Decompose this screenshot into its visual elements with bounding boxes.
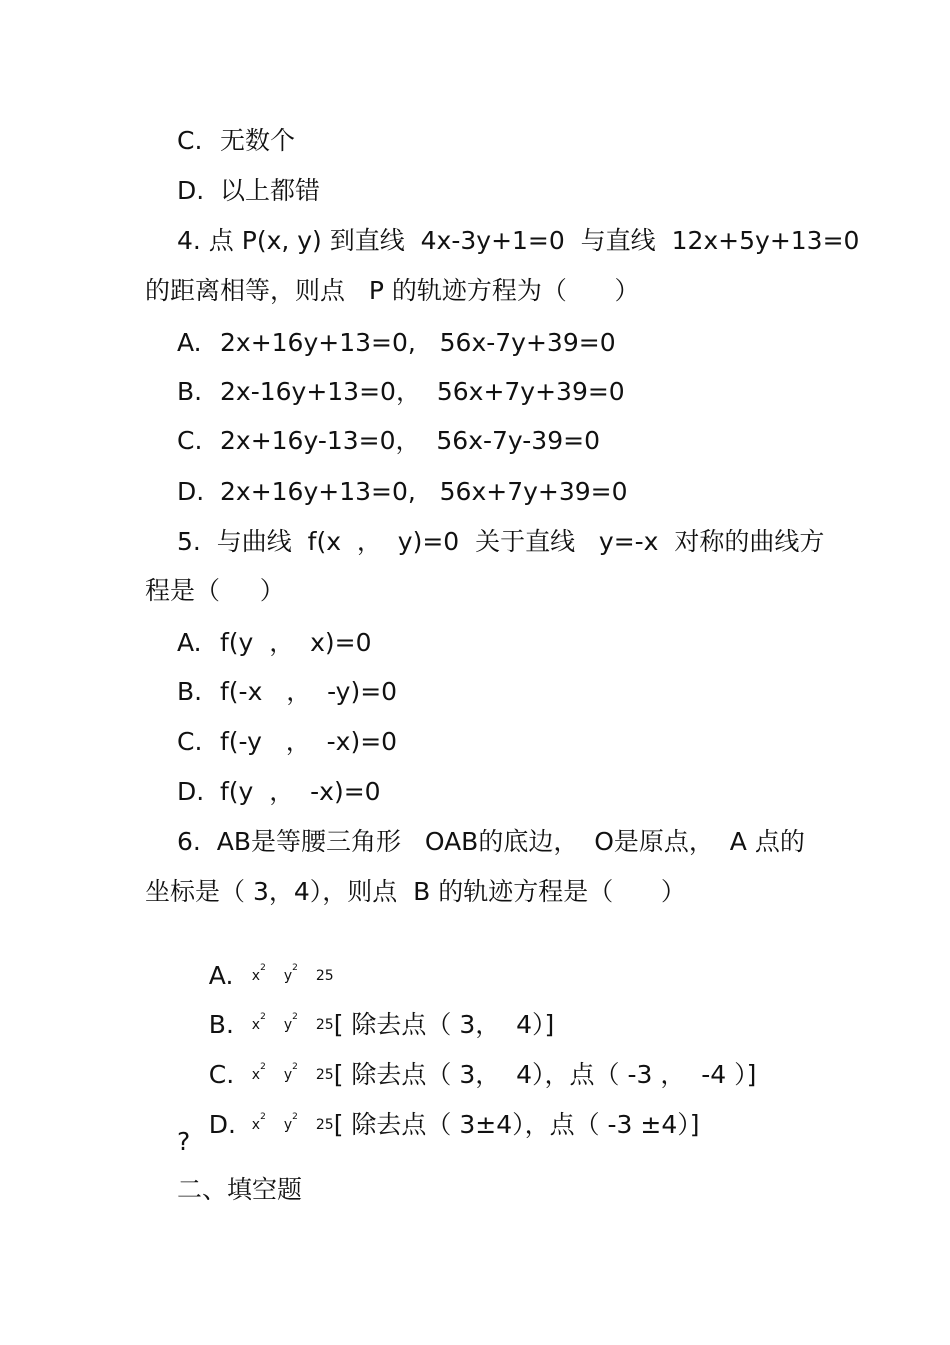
q6-equation: $x^2$ $y^2$ 25 xyxy=(251,1012,334,1033)
section-title: 二、填空题 xyxy=(177,1175,303,1204)
q4-option-a: A. 2x+16y+13=0, 56x-7y+39=0 xyxy=(177,328,616,357)
q6-equation: $x^2$ $y^2$ 25 xyxy=(251,1112,334,1133)
q5-option-b: B. f(-x ， -y)=0 xyxy=(177,677,398,706)
q5-stem-line2: 程是（ ） xyxy=(145,576,285,605)
q5-option-d: D. f(y ， -x)=0 xyxy=(177,777,381,806)
q6-equation: $x^2$ $y^2$ 25 xyxy=(251,963,334,984)
q5-option-c: C. f(-y ， -x)=0 xyxy=(177,727,398,756)
q6-option-b: B. $x^2$ $y^2$ 25[ 除去点（ 3， 4）] xyxy=(208,1010,555,1039)
q6-option-a: A. $x^2$ $y^2$ 25 xyxy=(208,961,334,990)
q6-equation: $x^2$ $y^2$ 25 xyxy=(251,1062,334,1083)
q3-option-c: C. 无数个 xyxy=(177,126,296,155)
q4-stem-line2: 的距离相等，则点 P 的轨迹方程为（ ） xyxy=(145,276,640,305)
q4-stem-line1: 4. 点 P(x, y) 到直线 4x-3y+1=0 与直线 12x+5y+13=0 xyxy=(177,226,860,255)
q6-option-d: D. $x^2$ $y^2$ 25[ 除去点（ 3±4），点（ -3 ±4）] xyxy=(208,1110,700,1139)
q5-stem-line1: 5. 与曲线 f(x ， y)=0 关于直线 y=-x 对称的曲线方 xyxy=(177,527,825,556)
q4-option-b: B. 2x-16y+13=0， 56x+7y+39=0 xyxy=(177,377,625,406)
q4-option-c: C. 2x+16y-13=0， 56x-7y-39=0 xyxy=(177,426,600,455)
q5-option-a: A. f(y ， x)=0 xyxy=(177,628,372,657)
q6-stem-line2: 坐标是（ 3，4），则点 B 的轨迹方程是（ ） xyxy=(145,877,686,906)
q3-option-d: D. 以上都错 xyxy=(177,176,321,205)
stray-question-mark: ? xyxy=(177,1127,191,1156)
q4-option-d: D. 2x+16y+13=0, 56x+7y+39=0 xyxy=(177,477,628,506)
q6-option-c: C. $x^2$ $y^2$ 25[ 除去点（ 3， 4），点（ -3 ， -4 ）] xyxy=(208,1060,757,1089)
q6-stem-line1: 6. AB是等腰三角形 OAB的底边， O是原点， A 点的 xyxy=(177,827,805,856)
